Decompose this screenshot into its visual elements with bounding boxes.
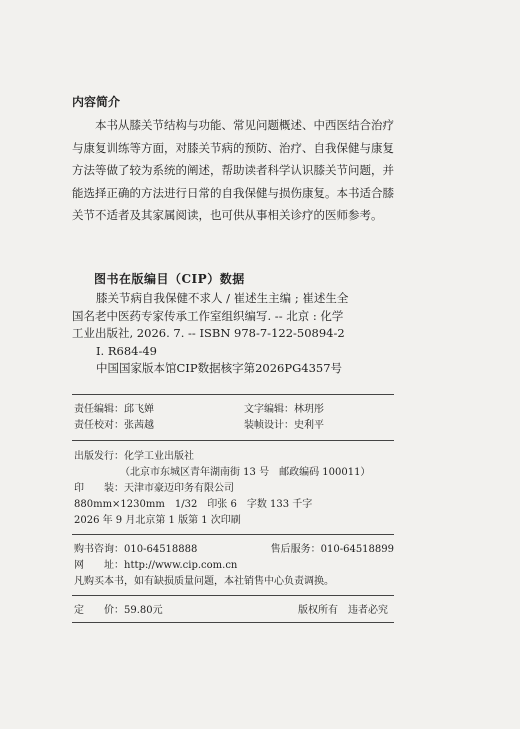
notice-line: 凡购买本书，如有缺损质量问题，本社销售中心负责调换。 xyxy=(74,576,334,587)
cip-line: 膝关节病自我保健不求人 / 崔述生主编 ; 崔述生全 xyxy=(96,291,349,305)
purchase-phone: 购书咨询：010-64518888 xyxy=(74,544,198,555)
divider xyxy=(72,394,394,395)
publisher-line: 出版发行：化学工业出版社 xyxy=(74,451,194,462)
format-line: 880mm×1230mm 1/32 印张 6 字数 133 千字 xyxy=(74,499,313,510)
price-row xyxy=(74,603,394,619)
responsible-editor: 责任编辑：邱飞婵 xyxy=(74,404,154,415)
summary-heading: 内容简介 xyxy=(72,95,121,109)
cip-line: Ⅰ. R684-49 xyxy=(96,343,157,358)
copyright-notice: 版权所有 违者必究 xyxy=(298,605,388,616)
editor-row xyxy=(74,402,394,418)
cip-block xyxy=(72,290,394,378)
phone-row xyxy=(74,542,394,558)
proofreader: 责任校对：张茜越 xyxy=(74,420,154,431)
divider xyxy=(72,622,394,623)
summary-text: 本书从膝关节结构与功能、常见问题概述、中西医结合治疗与康复训练等方面，对膝关节病的预防、治疗、自我保健与康复方法等做了较为系统的阐述，帮助读者科学认识膝关节问题，并能选择正确的方法进行日常的自我保健与损伤康复。本书适合膝关节不适者及其家属阅读，也可供从事相关诊疗的医师参考。 xyxy=(72,118,394,222)
edition-line: 2026 年 9 月北京第 1 版第 1 次印刷 xyxy=(74,515,241,526)
printer-line: 印 装：天津市豪迈印务有限公司 xyxy=(74,483,234,494)
cip-title: 图书在版编目（CIP）数据 xyxy=(94,272,245,286)
cip-line: 国名老中医药专家传承工作室组织编写. -- 北京 : 化学 xyxy=(72,308,344,323)
cover-design: 装帧设计：史利平 xyxy=(244,420,324,431)
address-line: （北京市东城区青年湖南街 13 号 邮政编码 100011） xyxy=(120,467,371,478)
text-editor: 文字编辑：林玥彤 xyxy=(244,404,324,415)
divider xyxy=(72,534,394,535)
service-phone: 售后服务：010-64518899 xyxy=(270,544,394,555)
cip-line: 工业出版社, 2026. 7. -- ISBN 978-7-122-50894-2 xyxy=(72,326,345,340)
price-label: 定 价：59.80元 xyxy=(74,605,163,616)
divider xyxy=(72,440,394,441)
summary-body xyxy=(72,114,394,227)
divider xyxy=(72,595,394,596)
cip-line: 中国国家版本馆CIP数据核字第2026PG4357号 xyxy=(96,361,343,375)
website-line: 网 址：http://www.cip.com.cn xyxy=(74,560,238,571)
editor-row xyxy=(74,418,394,434)
